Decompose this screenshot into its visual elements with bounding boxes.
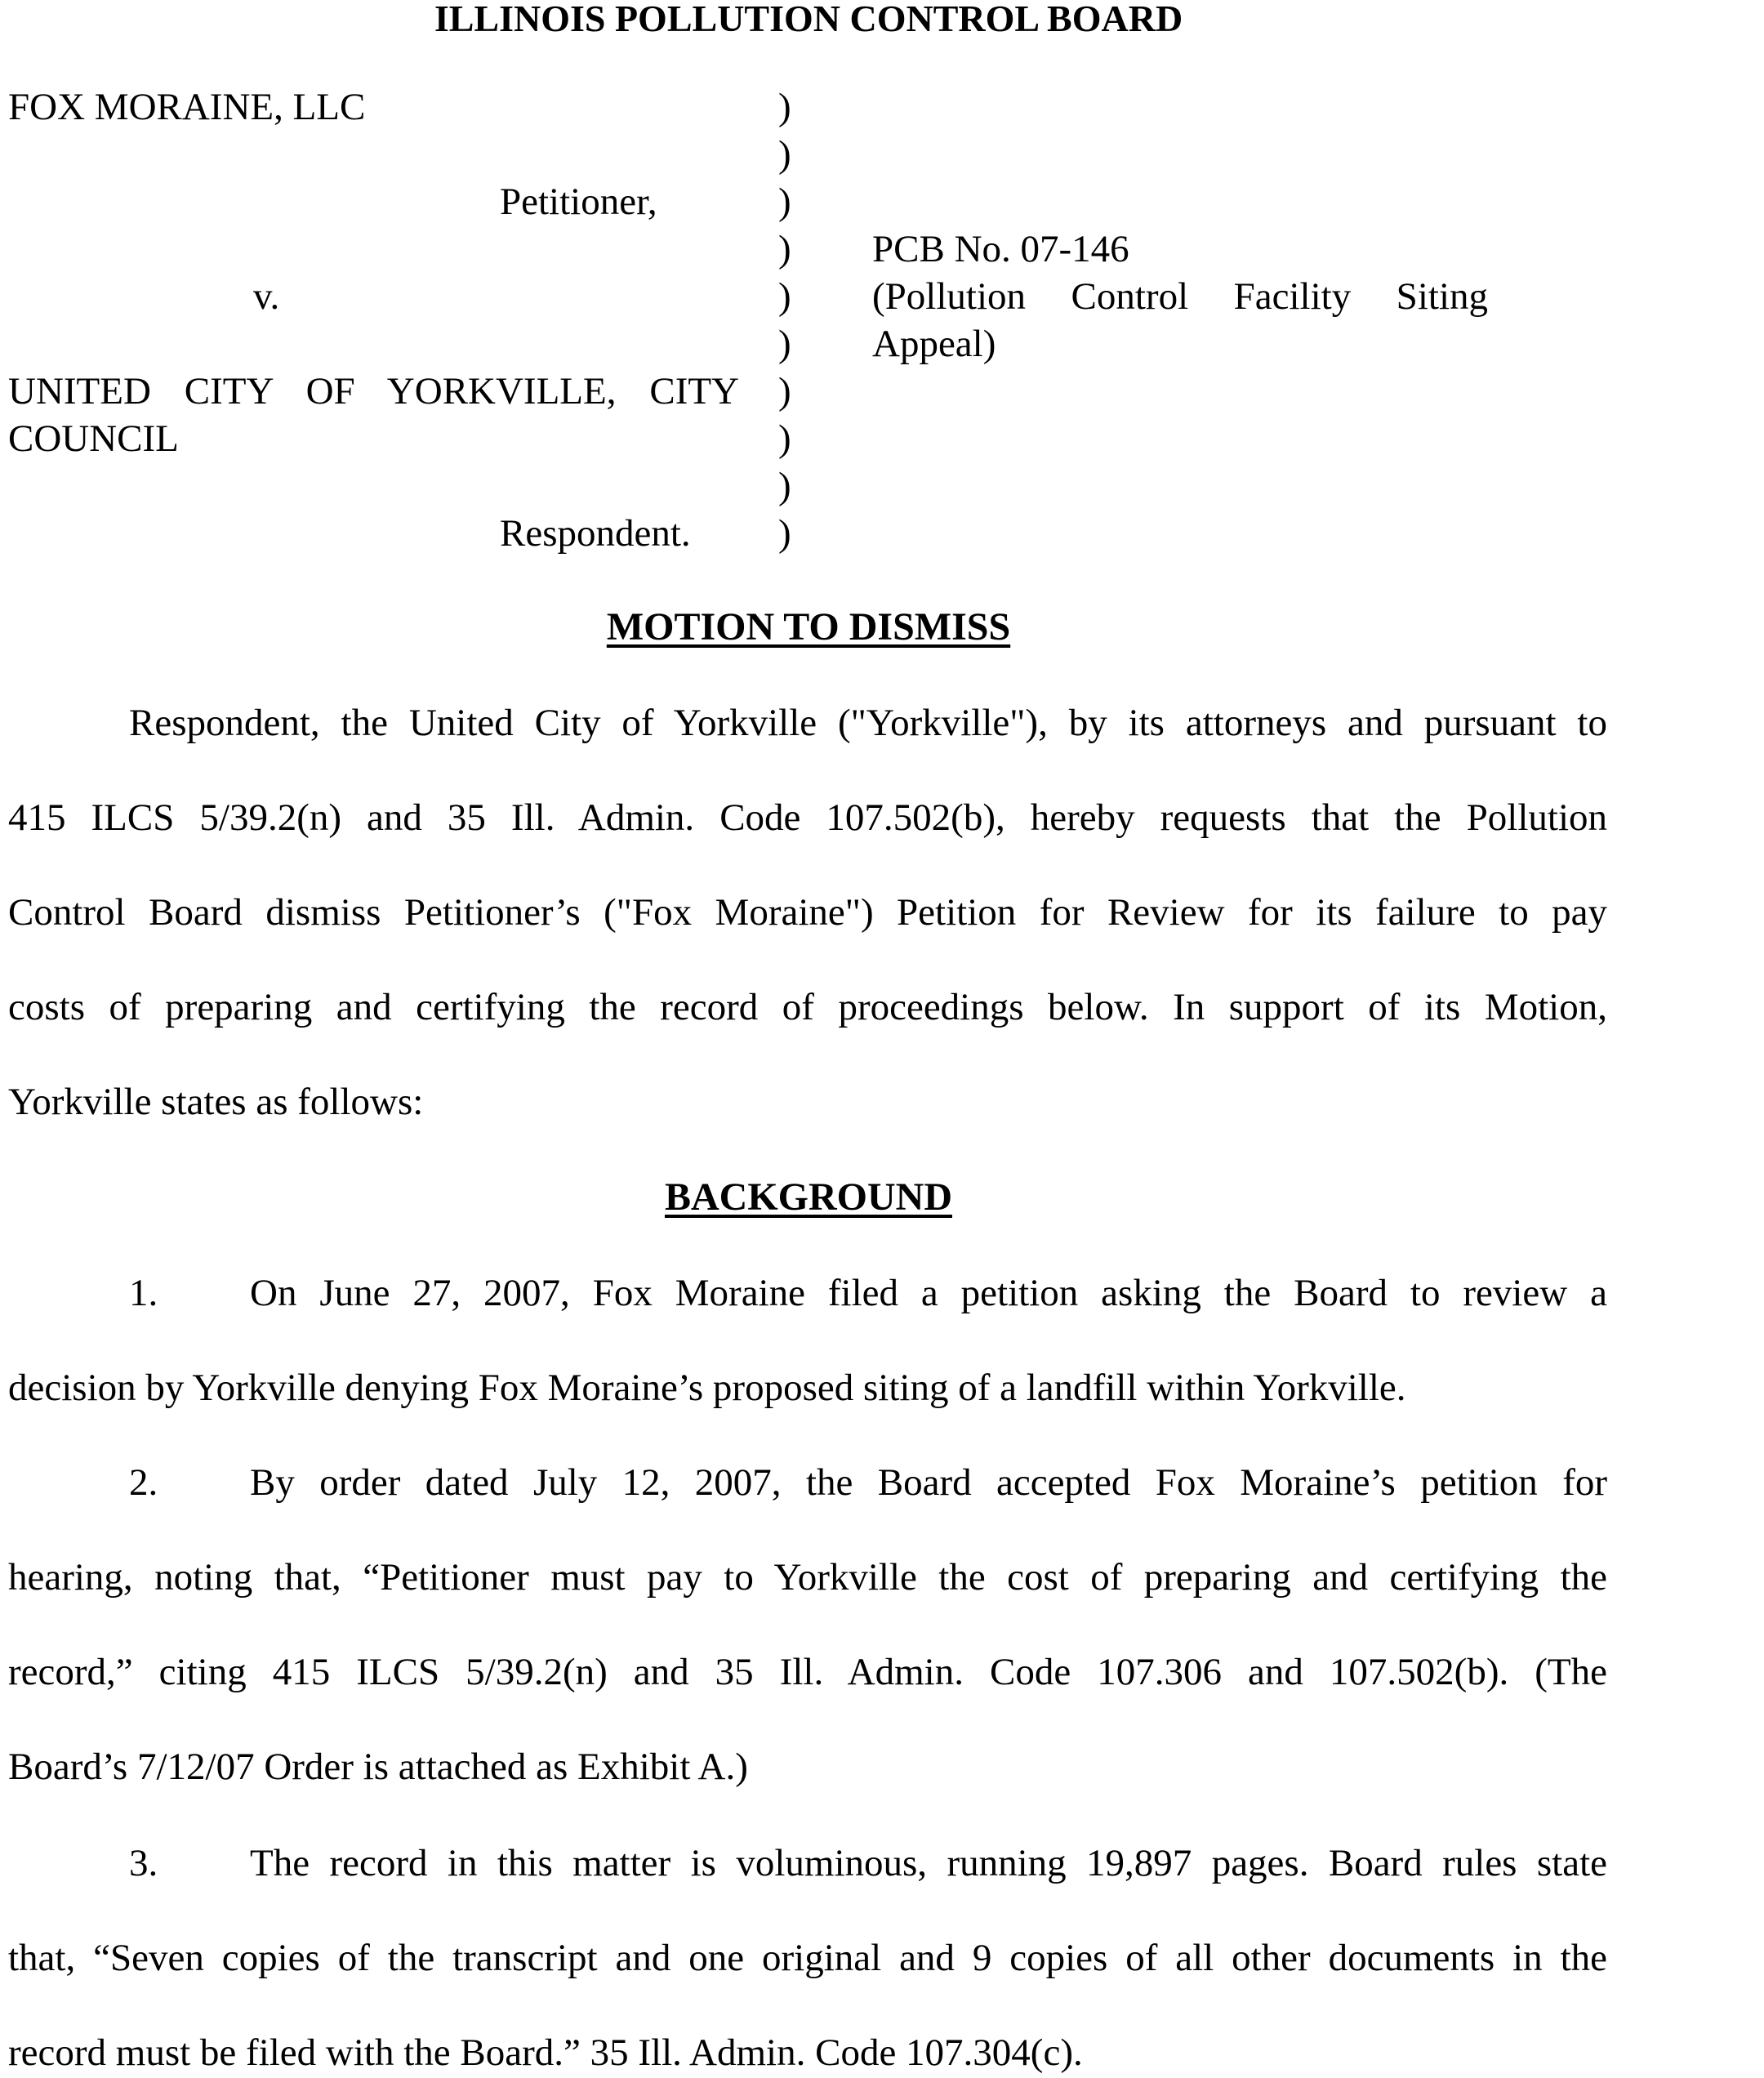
- caption-paren: ): [778, 323, 791, 365]
- motion-heading: MOTION TO DISMISS: [606, 605, 1011, 649]
- board-title: ILLINOIS POLLUTION CONTROL BOARD: [434, 0, 1183, 39]
- paragraph-line: By order dated July 12, 2007, the Board accepted Fox Moraine’s petition for: [250, 1461, 1607, 1504]
- paragraph-line: hearing, noting that, “Petitioner must pay to Yorkville the cost of preparing and certifying the: [8, 1556, 1607, 1599]
- paragraph-line: 415 ILCS 5/39.2(n) and 35 Ill. Admin. Code 107.502(b), hereby requests that the Pollution: [8, 796, 1607, 839]
- versus-label: v.: [253, 275, 280, 318]
- paragraph-line: record,” citing 415 ILCS 5/39.2(n) and 35 Ill. Admin. Code 107.306 and 107.502(b). (The: [8, 1651, 1607, 1693]
- paragraph-line: On June 27, 2007, Fox Moraine filed a petition asking the Board to review a: [250, 1272, 1607, 1314]
- paragraph-line: costs of preparing and certifying the record of proceedings below. In support of its Motion,: [8, 986, 1607, 1028]
- caption-paren: ): [778, 86, 791, 128]
- paragraph-line: that, “Seven copies of the transcript and one original and 9 copies of all other documents in the: [8, 1937, 1607, 1979]
- paragraph-line: The record in this matter is voluminous, running 19,897 pages. Board rules state: [250, 1842, 1607, 1884]
- respondent-role: Respondent.: [500, 512, 691, 555]
- paragraph-line: Board’s 7/12/07 Order is attached as Exhibit A.): [8, 1746, 748, 1788]
- respondent-name-line2: COUNCIL: [8, 417, 179, 460]
- caption-paren: ): [778, 465, 791, 507]
- item-number: 2.: [129, 1461, 158, 1504]
- paragraph-line: Respondent, the United City of Yorkville ("Yorkville"), by its attorneys and pursuant to: [129, 702, 1607, 744]
- case-number: PCB No. 07-146: [872, 228, 1129, 270]
- paragraph-line: Control Board dismiss Petitioner’s ("Fox Moraine") Petition for Review for its failure to pay: [8, 891, 1607, 934]
- caption-paren: ): [778, 275, 791, 318]
- caption-paren: ): [778, 133, 791, 176]
- caption-paren: ): [778, 181, 791, 223]
- item-number: 3.: [129, 1842, 158, 1884]
- petitioner-name: FOX MORAINE, LLC: [8, 86, 366, 128]
- item-number: 1.: [129, 1272, 158, 1314]
- caption-paren: ): [778, 228, 791, 270]
- case-type-line1: (Pollution Control Facility Siting: [872, 275, 1488, 318]
- petitioner-role: Petitioner,: [500, 181, 657, 223]
- caption-paren: ): [778, 512, 791, 555]
- paragraph-line: decision by Yorkville denying Fox Moraine’s proposed siting of a landfill within Yorkville.: [8, 1367, 1406, 1409]
- case-type-line2: Appeal): [872, 323, 996, 365]
- paragraph-line: Yorkville states as follows:: [8, 1081, 424, 1123]
- caption-paren: ): [778, 417, 791, 460]
- respondent-name-line1: UNITED CITY OF YORKVILLE, CITY: [8, 370, 739, 412]
- caption-paren: ): [778, 370, 791, 412]
- background-heading: BACKGROUND: [664, 1175, 952, 1219]
- paragraph-line: record must be filed with the Board.” 35 Ill. Admin. Code 107.304(c).: [8, 2031, 1083, 2074]
